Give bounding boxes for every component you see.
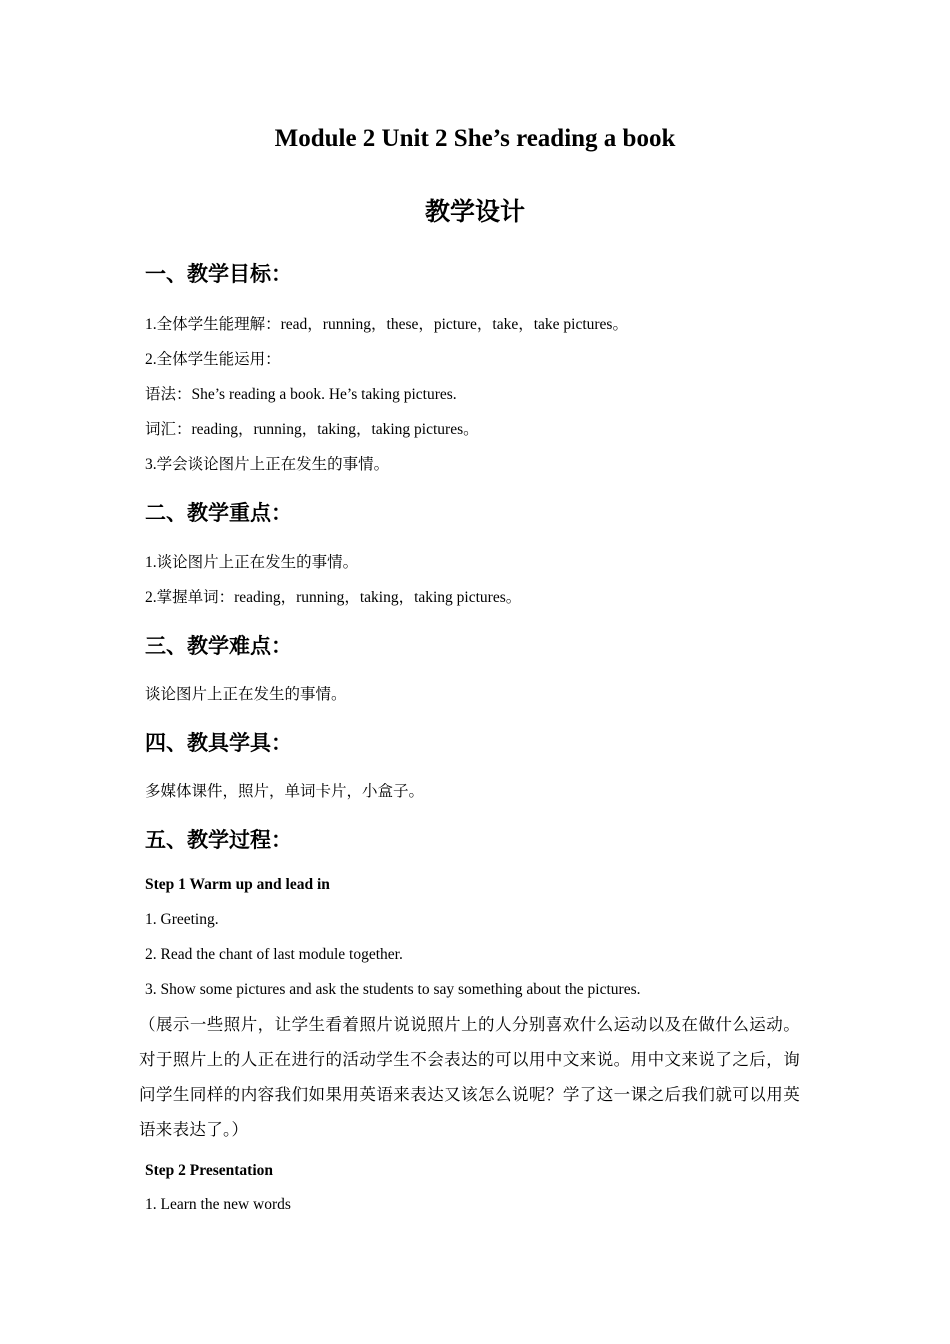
step1-item: 1. Greeting.	[145, 911, 219, 928]
difficulty-line: 谈论图片上正在发生的事情。	[145, 686, 347, 703]
key-point-line: 2.掌握单词：reading，running，taking，taking pictures。	[145, 589, 522, 606]
step1-note: （展示一些照片，让学生看着照片说说照片上的人分别喜欢什么运动以及在做什么运动。对于照片上的人正在进行的活动学生不会表达的可以用中文来说。用中文来说了之后，询问学生同样的内容我们如果用英语来表达又该怎么说呢？学了这一课之后我们就可以用英语来表达了。）	[139, 1015, 800, 1139]
step2-title: Step 2 Presentation	[145, 1162, 274, 1179]
section-heading-process: 五、教学过程：	[145, 828, 292, 852]
document-subtitle: 教学设计	[424, 199, 525, 226]
section-heading-difficulties: 三、教学难点：	[145, 634, 292, 658]
key-point-line: 1.谈论图片上正在发生的事情。	[145, 554, 359, 571]
goal-line: 语法：She’s reading a book. He’s taking pictures.	[145, 386, 457, 403]
goal-line: 2.全体学生能运用：	[145, 351, 281, 368]
step2-item: 1. Learn the new words	[145, 1196, 291, 1213]
step1-item: 3. Show some pictures and ask the students to say something about the pictures.	[145, 981, 641, 998]
section-heading-materials: 四、教具学具：	[145, 731, 292, 755]
goal-line: 词汇：reading，running，taking，taking pictures。	[145, 421, 479, 438]
goal-line: 1.全体学生能理解：read，running，these，picture，take，take pictures。	[145, 316, 628, 333]
section-heading-goals: 一、教学目标：	[145, 262, 292, 286]
step1-item: 2. Read the chant of last module together.	[145, 946, 403, 963]
document-title: Module 2 Unit 2 She’s reading a book	[274, 125, 676, 152]
goal-line: 3.学会谈论图片上正在发生的事情。	[145, 456, 390, 473]
step1-title: Step 1 Warm up and lead in	[145, 876, 330, 893]
section-heading-key-points: 二、教学重点：	[145, 501, 292, 525]
materials-line: 多媒体课件，照片，单词卡片，小盒子。	[145, 783, 425, 800]
